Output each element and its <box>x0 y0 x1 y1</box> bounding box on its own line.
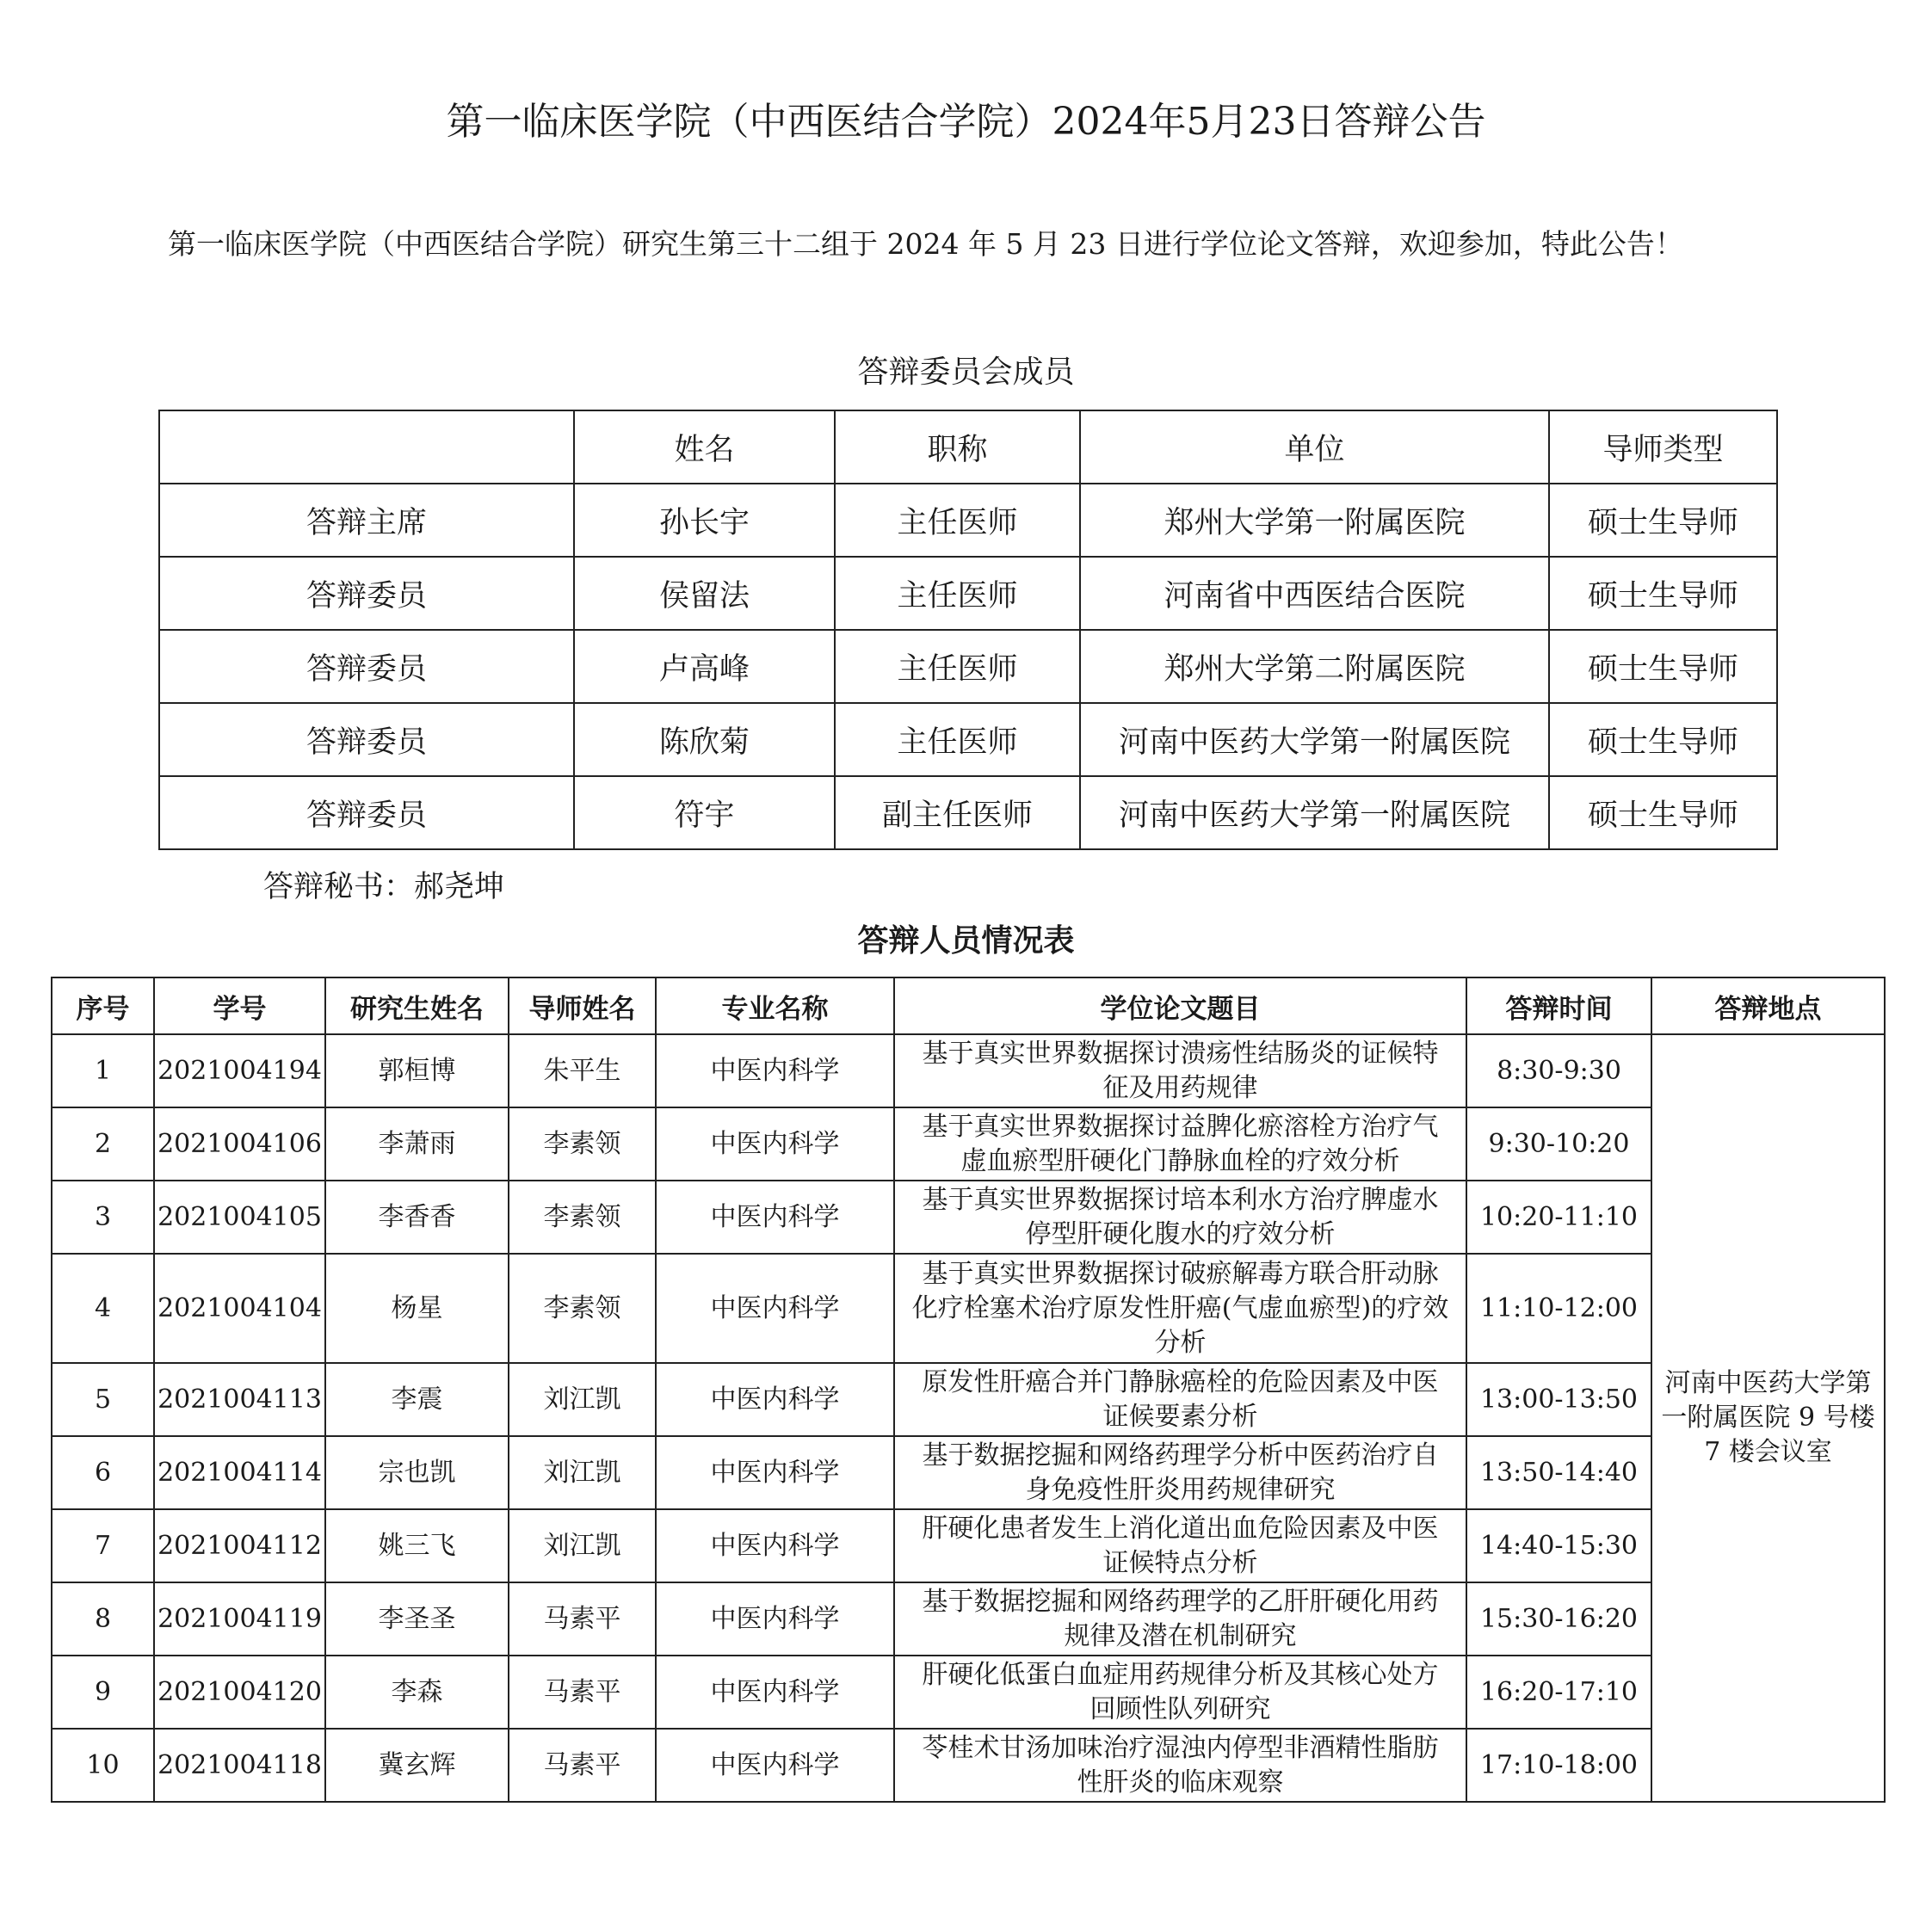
thesis-title: 基于真实世界数据探讨溃疡性结肠炎的证候特征及用药规律 <box>894 1034 1466 1107</box>
committee-name: 符宇 <box>574 776 835 849</box>
people-caption: 答辩人员情况表 <box>857 922 1075 959</box>
defense-time: 13:00-13:50 <box>1466 1363 1651 1436</box>
committee-row <box>159 776 1777 849</box>
thesis-title: 基于真实世界数据探讨培本利水方治疗脾虚水停型肝硬化腹水的疗效分析 <box>894 1181 1466 1254</box>
student-name: 郭桓博 <box>325 1034 509 1107</box>
thesis-title: 基于真实世界数据探讨破瘀解毒方联合肝动脉化疗栓塞术治疗原发性肝癌(气虚血瘀型)的疗效分析 <box>894 1254 1466 1363</box>
major: 中医内科学 <box>656 1034 894 1107</box>
student-id: 2021004106 <box>154 1107 325 1181</box>
committee-table <box>158 410 1778 850</box>
defense-time: 13:50-14:40 <box>1466 1436 1651 1509</box>
committee-header-cell: 单位 <box>1080 410 1549 484</box>
row-index: 10 <box>52 1729 154 1802</box>
committee-row <box>159 630 1777 703</box>
student-name: 姚三飞 <box>325 1509 509 1582</box>
advisor-name: 李素领 <box>509 1254 656 1363</box>
committee-unit: 河南中医药大学第一附属医院 <box>1080 776 1549 849</box>
committee-role: 答辩主席 <box>159 484 574 557</box>
advisor-name: 李素领 <box>509 1107 656 1181</box>
major: 中医内科学 <box>656 1436 894 1509</box>
row-index: 7 <box>52 1509 154 1582</box>
major: 中医内科学 <box>656 1656 894 1729</box>
thesis-title: 肝硬化低蛋白血症用药规律分析及其核心处方回顾性队列研究 <box>894 1656 1466 1729</box>
thesis-title: 基于真实世界数据探讨益脾化瘀溶栓方治疗气虚血瘀型肝硬化门静脉血栓的疗效分析 <box>894 1107 1466 1181</box>
committee-unit: 郑州大学第一附属医院 <box>1080 484 1549 557</box>
committee-advisor-type: 硕士生导师 <box>1549 484 1777 557</box>
committee-title: 副主任医师 <box>835 776 1080 849</box>
page-title: 第一临床医学院（中西医结合学院）2024年5月23日答辩公告 <box>446 100 1486 144</box>
student-id: 2021004114 <box>154 1436 325 1509</box>
advisor-name: 刘江凯 <box>509 1509 656 1582</box>
table-row <box>52 1034 1885 1107</box>
advisor-name: 刘江凯 <box>509 1436 656 1509</box>
defense-time: 8:30-9:30 <box>1466 1034 1651 1107</box>
advisor-name: 李素领 <box>509 1181 656 1254</box>
committee-role: 答辩委员 <box>159 630 574 703</box>
defense-location: 河南中医药大学第一附属医院 9 号楼 7 楼会议室 <box>1651 1034 1885 1802</box>
thesis-title: 肝硬化患者发生上消化道出血危险因素及中医证候特点分析 <box>894 1509 1466 1582</box>
header-major: 专业名称 <box>656 977 894 1034</box>
thesis-title: 原发性肝癌合并门静脉癌栓的危险因素及中医证候要素分析 <box>894 1363 1466 1436</box>
major: 中医内科学 <box>656 1509 894 1582</box>
advisor-name: 刘江凯 <box>509 1363 656 1436</box>
defense-time: 14:40-15:30 <box>1466 1509 1651 1582</box>
student-id: 2021004120 <box>154 1656 325 1729</box>
row-index: 6 <box>52 1436 154 1509</box>
committee-name: 陈欣菊 <box>574 703 835 776</box>
major: 中医内科学 <box>656 1181 894 1254</box>
thesis-title: 苓桂术甘汤加味治疗湿浊内停型非酒精性脂肪性肝炎的临床观察 <box>894 1729 1466 1802</box>
defense-time: 16:20-17:10 <box>1466 1656 1651 1729</box>
row-index: 2 <box>52 1107 154 1181</box>
committee-name: 卢高峰 <box>574 630 835 703</box>
committee-title: 主任医师 <box>835 557 1080 630</box>
header-defense-location: 答辩地点 <box>1651 977 1885 1034</box>
table-row <box>52 1582 1885 1656</box>
student-name: 李震 <box>325 1363 509 1436</box>
row-index: 8 <box>52 1582 154 1656</box>
advisor-name: 朱平生 <box>509 1034 656 1107</box>
student-name: 李萧雨 <box>325 1107 509 1181</box>
defense-time: 15:30-16:20 <box>1466 1582 1651 1656</box>
student-name: 杨星 <box>325 1254 509 1363</box>
defense-table <box>51 977 1886 1803</box>
student-id: 2021004104 <box>154 1254 325 1363</box>
committee-header-cell <box>159 410 574 484</box>
student-id: 2021004194 <box>154 1034 325 1107</box>
header-defense-time: 答辩时间 <box>1466 977 1651 1034</box>
header-student-name: 研究生姓名 <box>325 977 509 1034</box>
committee-title: 主任医师 <box>835 484 1080 557</box>
committee-name: 孙长宇 <box>574 484 835 557</box>
defense-time: 17:10-18:00 <box>1466 1729 1651 1802</box>
committee-unit: 河南中医药大学第一附属医院 <box>1080 703 1549 776</box>
table-row <box>52 1729 1885 1802</box>
committee-role: 答辩委员 <box>159 703 574 776</box>
committee-advisor-type: 硕士生导师 <box>1549 557 1777 630</box>
row-index: 9 <box>52 1656 154 1729</box>
committee-title: 主任医师 <box>835 703 1080 776</box>
committee-header-cell: 职称 <box>835 410 1080 484</box>
row-index: 5 <box>52 1363 154 1436</box>
header-thesis-title: 学位论文题目 <box>894 977 1466 1034</box>
committee-row <box>159 557 1777 630</box>
major: 中医内科学 <box>656 1107 894 1181</box>
committee-header-row <box>159 410 1777 484</box>
student-id: 2021004113 <box>154 1363 325 1436</box>
thesis-title: 基于数据挖掘和网络药理学分析中医药治疗自身免疫性肝炎用药规律研究 <box>894 1436 1466 1509</box>
table-row <box>52 1656 1885 1729</box>
student-name: 李香香 <box>325 1181 509 1254</box>
table-row <box>52 1254 1885 1363</box>
table-row <box>52 1181 1885 1254</box>
committee-header-cell: 导师类型 <box>1549 410 1777 484</box>
major: 中医内科学 <box>656 1729 894 1802</box>
advisor-name: 马素平 <box>509 1582 656 1656</box>
major: 中医内科学 <box>656 1254 894 1363</box>
committee-unit: 郑州大学第二附属医院 <box>1080 630 1549 703</box>
advisor-name: 马素平 <box>509 1729 656 1802</box>
student-name: 冀玄辉 <box>325 1729 509 1802</box>
student-name: 宗也凯 <box>325 1436 509 1509</box>
defense-secretary: 答辩秘书：郝尧坤 <box>263 870 505 904</box>
committee-unit: 河南省中西医结合医院 <box>1080 557 1549 630</box>
committee-title: 主任医师 <box>835 630 1080 703</box>
defense-time: 11:10-12:00 <box>1466 1254 1651 1363</box>
row-index: 3 <box>52 1181 154 1254</box>
defense-time: 10:20-11:10 <box>1466 1181 1651 1254</box>
intro-paragraph: 第一临床医学院（中西医结合学院）研究生第三十二组于 2024 年 5 月 23 日进行学位论文答辩，欢迎参加，特此公告！ <box>168 227 1683 261</box>
table-row <box>52 1436 1885 1509</box>
table-row <box>52 1363 1885 1436</box>
student-id: 2021004112 <box>154 1509 325 1582</box>
advisor-name: 马素平 <box>509 1656 656 1729</box>
committee-header-cell: 姓名 <box>574 410 835 484</box>
student-name: 李森 <box>325 1656 509 1729</box>
row-index: 4 <box>52 1254 154 1363</box>
committee-role: 答辩委员 <box>159 776 574 849</box>
defense-time: 9:30-10:20 <box>1466 1107 1651 1181</box>
table-row <box>52 1509 1885 1582</box>
thesis-title: 基于数据挖掘和网络药理学的乙肝肝硬化用药规律及潜在机制研究 <box>894 1582 1466 1656</box>
student-id: 2021004119 <box>154 1582 325 1656</box>
header-advisor-name: 导师姓名 <box>509 977 656 1034</box>
table-row <box>52 1107 1885 1181</box>
committee-row <box>159 703 1777 776</box>
committee-name: 侯留法 <box>574 557 835 630</box>
major: 中医内科学 <box>656 1363 894 1436</box>
committee-caption: 答辩委员会成员 <box>857 355 1075 390</box>
committee-role: 答辩委员 <box>159 557 574 630</box>
committee-advisor-type: 硕士生导师 <box>1549 776 1777 849</box>
student-id: 2021004105 <box>154 1181 325 1254</box>
row-index: 1 <box>52 1034 154 1107</box>
committee-advisor-type: 硕士生导师 <box>1549 630 1777 703</box>
committee-advisor-type: 硕士生导师 <box>1549 703 1777 776</box>
defense-header-row <box>52 977 1885 1034</box>
student-id: 2021004118 <box>154 1729 325 1802</box>
major: 中医内科学 <box>656 1582 894 1656</box>
header-student-id: 学号 <box>154 977 325 1034</box>
student-name: 李圣圣 <box>325 1582 509 1656</box>
committee-row <box>159 484 1777 557</box>
header-index: 序号 <box>52 977 154 1034</box>
